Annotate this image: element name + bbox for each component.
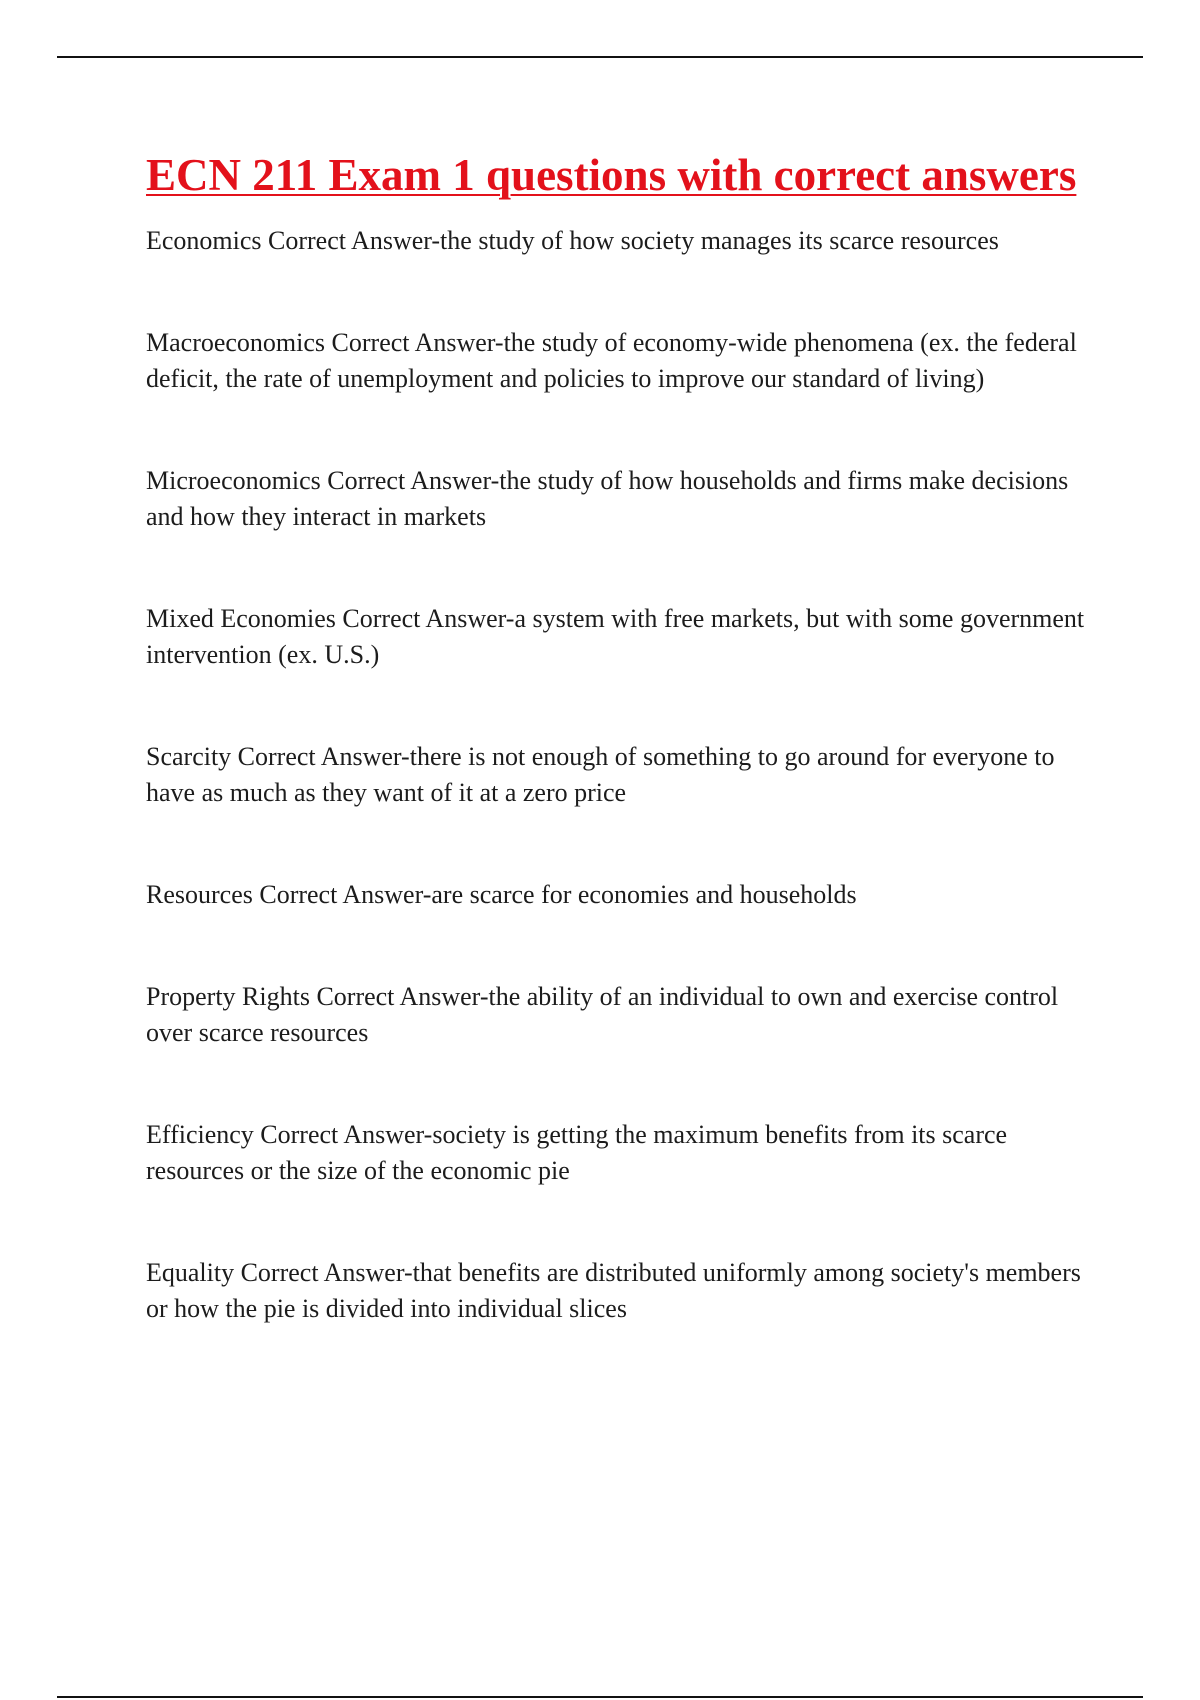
qa-item-scarcity: Scarcity Correct Answer-there is not enough of something to go around for everyone to have as much as they want of it at a zero price: [146, 742, 1055, 807]
footer-rule: [57, 1696, 1143, 1698]
qa-list: [146, 223, 1096, 1327]
document-body: [146, 145, 1096, 1393]
document-title: ECN 211 Exam 1 questions with correct answers: [146, 150, 1077, 200]
header-rule: [57, 56, 1143, 58]
qa-item-equality: Equality Correct Answer-that benefits are distributed uniformly among society's members or how the pie is divided into individual slices: [146, 1258, 1081, 1323]
qa-item-efficiency: Efficiency Correct Answer-society is getting the maximum benefits from its scarce resources or the size of the economic pie: [146, 1120, 1008, 1185]
qa-item-macroeconomics: Macroeconomics Correct Answer-the study of economy-wide phenomena (ex. the federal deficit, the rate of unemployment and policies to improve our standard of living): [146, 328, 1077, 393]
qa-item-mixed-economies: Mixed Economies Correct Answer-a system with free markets, but with some government intervention (ex. U.S.): [146, 604, 1085, 669]
qa-item-resources: Resources Correct Answer-are scarce for economies and households: [146, 880, 857, 909]
qa-item-economics: Economics Correct Answer-the study of how society manages its scarce resources: [146, 226, 999, 255]
qa-item-property-rights: Property Rights Correct Answer-the ability of an individual to own and exercise control over scarce resources: [146, 982, 1059, 1047]
qa-item-microeconomics: Microeconomics Correct Answer-the study of how households and firms make decisions and how they interact in markets: [146, 466, 1069, 531]
